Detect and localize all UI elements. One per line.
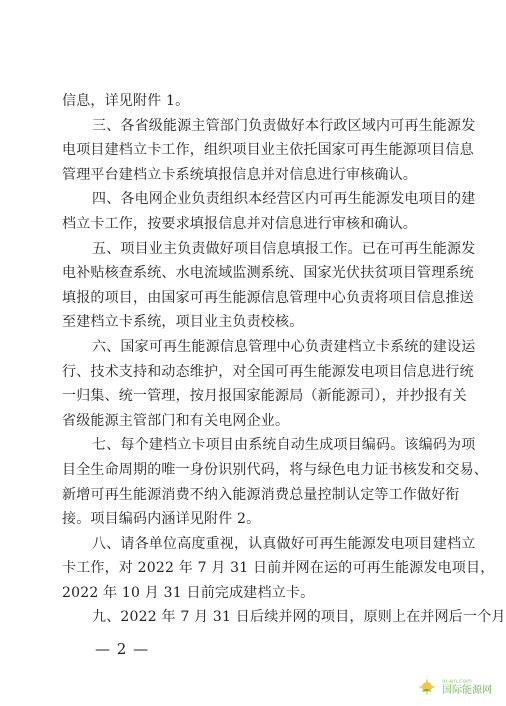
watermark-domain: in-en.com xyxy=(442,677,472,685)
text-line: 填报的项目，由国家可再生能源信息管理中心负责将项目信息推送 xyxy=(62,289,474,306)
text-line: 三、各省级能源主管部门负责做好本行政区域内可再生能源发 xyxy=(92,117,476,134)
text-line: 五、项目业主负责做好项目信息填报工作。已在可再生能源发 xyxy=(92,240,476,257)
text-line: 卡工作，对 2022 年 7 月 31 日前并网在运的可再生能源发电项目， xyxy=(62,560,495,577)
watermark-brand: 国际能源网 xyxy=(442,684,492,696)
text-line: 七、每个建档立卡项目由系统自动生成项目编码。该编码为项 xyxy=(92,437,476,454)
page-number: — 2 — xyxy=(95,640,150,658)
text-line: 接。项目编码内涵详见附件 2。 xyxy=(62,511,261,528)
text-line: 目全生命周期的唯一身份识别代码，将与绿色电力证书核发和交易、 xyxy=(62,461,488,478)
text-line: 档立卡工作，按要求填报信息并对信息进行审核和确认。 xyxy=(62,215,417,232)
body-text xyxy=(62,89,506,630)
text-line: 电项目建档立卡工作，组织项目业主依托国家可再生能源项目信息 xyxy=(62,142,474,159)
watermark xyxy=(416,676,492,698)
text-line: 九、2022 年 7 月 31 日后续并网的项目，原则上在并网后一个月 xyxy=(92,609,506,626)
text-line: 管理平台建档立卡系统填报信息并对信息进行审核确认。 xyxy=(62,166,417,183)
text-line: 省级能源主管部门和有关电网企业。 xyxy=(62,412,290,429)
text-line: 八、请各单位高度重视，认真做好可再生能源发电项目建档立 xyxy=(92,535,476,552)
text-line: 信息，详见附件 1。 xyxy=(62,93,190,109)
text-line: 四、各电网企业负责组织本经营区内可再生能源发电项目的建 xyxy=(92,191,476,208)
text-line: 2022 年 10 月 31 日前完成建档立卡。 xyxy=(62,584,315,601)
text-line: 至建档立卡系统，项目业主负责校核。 xyxy=(62,314,304,331)
text-line: 行、技术支持和动态维护，对全国可再生能源发电项目信息进行统 xyxy=(62,363,474,380)
text-line: 电补贴核查系统、水电流域监测系统、国家光伏扶贫项目管理系统 xyxy=(62,265,474,282)
sun-leaf-logo-icon xyxy=(416,676,438,698)
text-line: 六、国家可再生能源信息管理中心负责建档立卡系统的建设运 xyxy=(92,338,476,355)
text-line: 一归集、统一管理，按月报国家能源局（新能源司），并抄报有关 xyxy=(62,388,467,405)
text-line: 新增可再生能源消费不纳入能源消费总量控制认定等工作做好衔 xyxy=(62,486,460,503)
